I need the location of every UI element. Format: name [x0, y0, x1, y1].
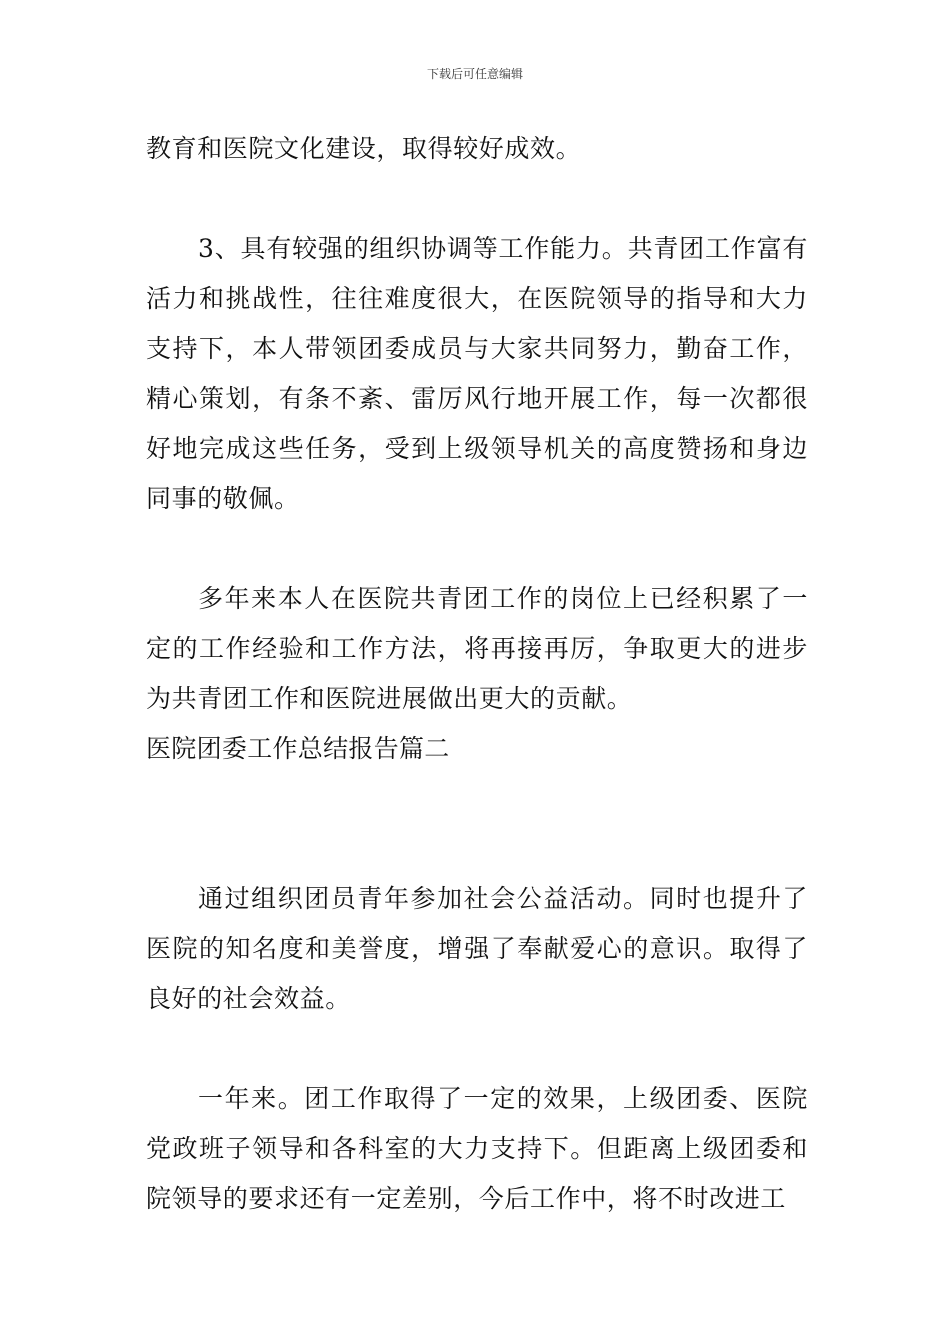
paragraph-spacer [146, 524, 808, 574]
paragraph-education: 教育和医院文化建设，取得较好成效。 [146, 134, 582, 163]
paragraph-spacer [146, 174, 808, 224]
paragraph-organization-ability: 3、具有较强的组织协调等工作能力。共青团工作富有活力和挑战性，往往难度很大，在医院领导的指导和大力支持下，本人带领团委成员与大家共同努力，勤奋工作，精心策划，有条不紊、雷厉风行地开展工作，每一次都很好地完成这些任务，受到上级领导机关的高度赞扬和身边同事的敬佩。 [146, 234, 808, 513]
paragraph-spacer [146, 1024, 808, 1074]
section-spacer [146, 774, 808, 874]
section-title: 医院团委工作总结报告篇二 [146, 734, 450, 763]
page-header-note: 下载后可任意编辑 [426, 67, 523, 81]
document-body [146, 124, 808, 1224]
paragraph-experience: 多年来本人在医院共青团工作的岗位上已经积累了一定的工作经验和工作方法，将再接再厉，争取更大的进步为共青团工作和医院进展做出更大的贡献。 [146, 584, 808, 713]
paragraph-public-welfare: 通过组织团员青年参加社会公益活动。同时也提升了医院的知名度和美誉度，增强了奉献爱心的意识。取得了良好的社会效益。 [146, 884, 808, 1013]
paragraph-year-summary: 一年来。团工作取得了一定的效果，上级团委、医院党政班子领导和各科室的大力支持下。但距离上级团委和院领导的要求还有一定差别，今后工作中，将不时改进工 [146, 1084, 808, 1213]
